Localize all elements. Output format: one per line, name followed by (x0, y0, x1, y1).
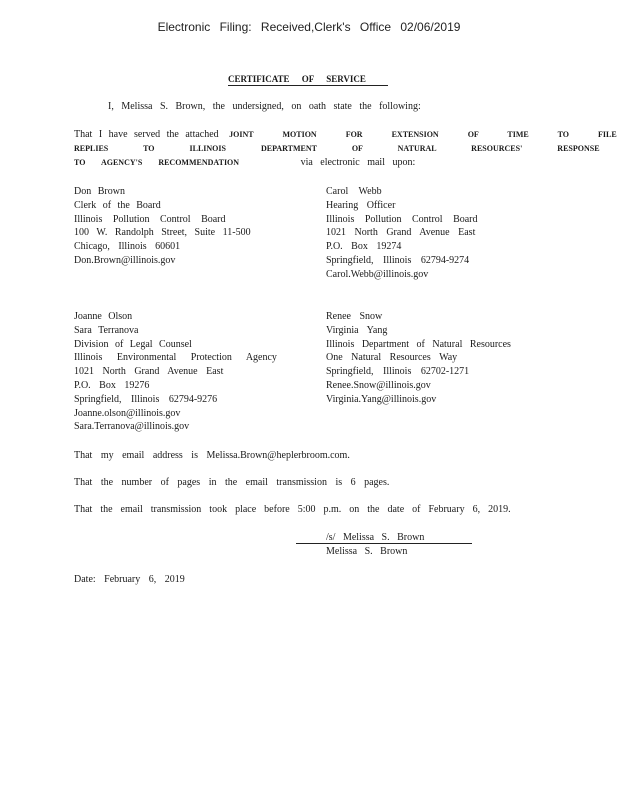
recipient-name: Carol Webb (326, 186, 382, 197)
recipient-title: Clerk of the Board (74, 199, 161, 211)
served-line-1 (74, 129, 617, 140)
electronic-filing-header: Electronic Filing: Received,Clerk's Office 02/06/2019 (157, 20, 461, 34)
certificate-title: CERTIFICATE OF SERVICE (228, 74, 388, 86)
recipient-email: Joanne.olson@illinois.gov (74, 407, 181, 419)
recipient-street: One Natural Resources Way (326, 352, 458, 364)
recipient-street: 1021 North Grand Avenue East (74, 366, 224, 378)
recipient-city: Springfield, Illinois 62794-9276 (74, 393, 218, 405)
recipient-email: Sara.Terranova@illinois.gov (74, 421, 190, 433)
motion-title-part-1: JOINT MOTION FOR EXTENSION OF TIME TO FILE (229, 130, 617, 139)
recipient-city: Springfield, Illinois 62702-1271 (326, 366, 470, 378)
recipient-organization: Illinois Department of Natural Resources (326, 338, 511, 350)
recipient-street: 1021 North Grand Avenue East (326, 227, 476, 239)
motion-title-part-2: REPLIES TO ILLINOIS DEPARTMENT OF NATURAL RESOURCES' RESPONSE (74, 144, 600, 153)
recipient-block-carol-webb (326, 185, 478, 282)
via-email-text: via electronic mail upon: (300, 157, 416, 168)
recipient-email: Virginia.Yang@illinois.gov (326, 393, 437, 405)
recipient-po-box: P.O. Box 19276 (74, 379, 150, 391)
email-statement: That my email address is Melissa.Brown@heplerbroom.com. (74, 450, 350, 461)
recipient-po-box: P.O. Box 19274 (326, 241, 402, 253)
served-line-3 (74, 157, 415, 168)
recipient-title: Hearing Officer (326, 199, 396, 211)
recipient-organization: Illinois Environmental Protection Agency (74, 352, 277, 364)
recipient-block-iepa (74, 310, 277, 434)
recipient-division: Division of Legal Counsel (74, 338, 192, 350)
pages-statement: That the number of pages in the email transmission is 6 pages. (74, 477, 390, 488)
intro-statement: I, Melissa S. Brown, the undersigned, on oath state the following: (108, 101, 421, 112)
recipient-block-idnr (326, 310, 511, 407)
motion-title-part-3: TO AGENCY'S RECOMMENDATION (74, 158, 240, 167)
time-statement: That the email transmission took place before 5:00 p.m. on the date of February 6, 2019. (74, 504, 511, 515)
recipient-name: Don Brown (74, 186, 125, 197)
signature-line (296, 543, 472, 544)
recipient-name: Joanne Olson (74, 311, 133, 322)
recipient-email: Carol.Webb@illinois.gov (326, 268, 429, 280)
recipient-name: Sara Terranova (74, 324, 139, 336)
date-line: Date: February 6, 2019 (74, 574, 185, 585)
recipient-organization: Illinois Pollution Control Board (326, 213, 478, 225)
recipient-email: Renee.Snow@illinois.gov (326, 379, 431, 391)
recipient-street: 100 W. Randolph Street, Suite 11-500 (74, 227, 251, 239)
recipient-organization: Illinois Pollution Control Board (74, 213, 226, 225)
recipient-city: Springfield, Illinois 62794-9274 (326, 254, 470, 266)
served-line-1-text: That I have served the attached (74, 129, 219, 140)
recipient-block-don-brown (74, 185, 251, 268)
recipient-email: Don.Brown@illinois.gov (74, 254, 176, 266)
recipient-name: Renee Snow (326, 311, 383, 322)
signer-name: Melissa S. Brown (326, 546, 408, 557)
recipient-city: Chicago, Illinois 60601 (74, 241, 181, 253)
signature-slash-s: /s/ Melissa S. Brown (326, 532, 425, 543)
recipient-name: Virginia Yang (326, 324, 388, 336)
